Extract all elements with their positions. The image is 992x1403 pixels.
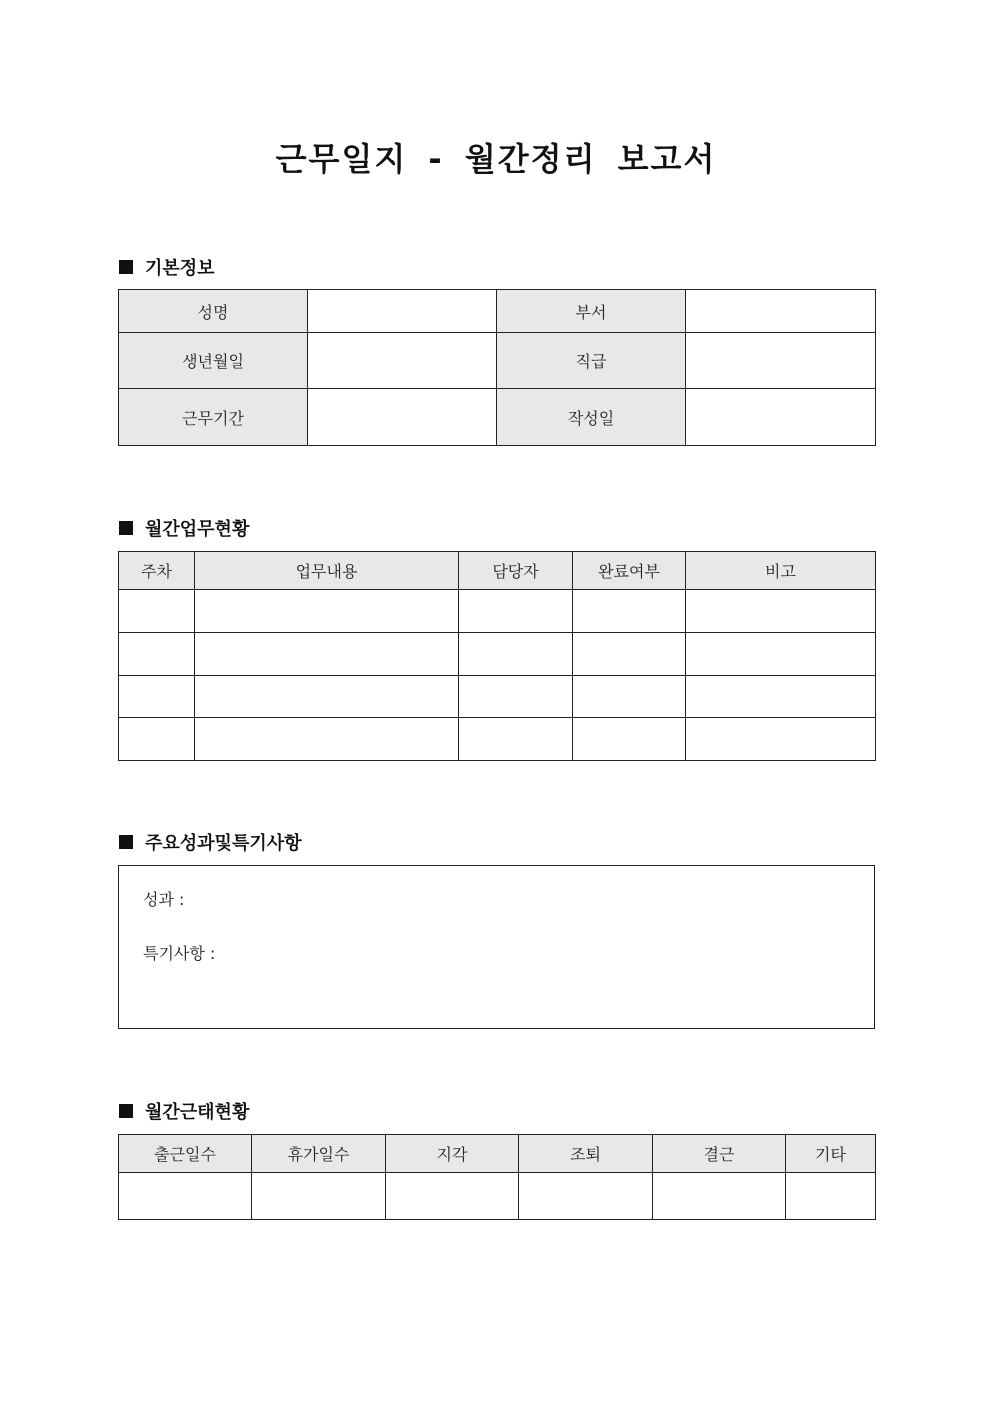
table-cell[interactable] bbox=[573, 718, 686, 761]
table-row bbox=[119, 676, 876, 718]
table-cell[interactable] bbox=[653, 1173, 786, 1220]
column-header-remarks: 비고 bbox=[686, 552, 876, 590]
square-bullet-icon bbox=[119, 1104, 133, 1118]
page-title: 근무일지 - 월간정리 보고서 bbox=[275, 140, 717, 178]
achievement-label: 성과 : bbox=[143, 890, 185, 909]
table-cell[interactable] bbox=[119, 590, 195, 633]
column-header-other: 기타 bbox=[786, 1135, 876, 1173]
table-cell[interactable] bbox=[459, 718, 573, 761]
table-cell[interactable] bbox=[119, 633, 195, 676]
square-bullet-icon bbox=[119, 260, 133, 274]
table-cell[interactable] bbox=[195, 718, 459, 761]
written-date-field[interactable] bbox=[686, 389, 876, 446]
position-field[interactable] bbox=[686, 333, 876, 389]
column-header-task: 업무내용 bbox=[195, 552, 459, 590]
section-heading-monthly-work bbox=[119, 515, 249, 541]
section-title: 주요성과및특기사항 bbox=[145, 833, 302, 854]
table-cell[interactable] bbox=[573, 676, 686, 718]
column-header-completion: 완료여부 bbox=[573, 552, 686, 590]
label-name: 성명 bbox=[119, 290, 308, 333]
column-header-attendance-days: 출근일수 bbox=[119, 1135, 252, 1173]
column-header-week: 주차 bbox=[119, 552, 195, 590]
table-cell[interactable] bbox=[252, 1173, 386, 1220]
column-header-early-leave: 조퇴 bbox=[519, 1135, 653, 1173]
table-row bbox=[119, 290, 876, 333]
table-cell[interactable] bbox=[519, 1173, 653, 1220]
department-field[interactable] bbox=[686, 290, 876, 333]
label-department: 부서 bbox=[497, 290, 686, 333]
table-cell[interactable] bbox=[119, 1173, 252, 1220]
table-row bbox=[119, 590, 876, 633]
table-cell[interactable] bbox=[195, 590, 459, 633]
birthdate-field[interactable] bbox=[308, 333, 497, 389]
table-cell[interactable] bbox=[386, 1173, 519, 1220]
section-title: 월간근태현황 bbox=[145, 1102, 250, 1123]
table-cell[interactable] bbox=[195, 676, 459, 718]
section-title: 월간업무현황 bbox=[145, 519, 250, 540]
table-cell[interactable] bbox=[195, 633, 459, 676]
attendance-table bbox=[118, 1134, 876, 1220]
table-row bbox=[119, 333, 876, 389]
table-cell[interactable] bbox=[119, 718, 195, 761]
label-birthdate: 생년월일 bbox=[119, 333, 308, 389]
table-cell[interactable] bbox=[459, 590, 573, 633]
table-cell[interactable] bbox=[459, 676, 573, 718]
table-cell[interactable] bbox=[119, 676, 195, 718]
table-cell[interactable] bbox=[573, 633, 686, 676]
table-cell[interactable] bbox=[686, 590, 876, 633]
column-header-vacation-days: 휴가일수 bbox=[252, 1135, 386, 1173]
column-header-absence: 결근 bbox=[653, 1135, 786, 1173]
table-row bbox=[119, 633, 876, 676]
table-cell[interactable] bbox=[686, 718, 876, 761]
table-cell[interactable] bbox=[686, 676, 876, 718]
column-header-assignee: 담당자 bbox=[459, 552, 573, 590]
label-written-date: 작성일 bbox=[497, 389, 686, 446]
monthly-work-table bbox=[118, 551, 876, 761]
section-heading-basic-info bbox=[119, 254, 215, 280]
table-row bbox=[119, 389, 876, 446]
square-bullet-icon bbox=[119, 521, 133, 535]
section-title: 기본정보 bbox=[145, 258, 215, 279]
table-row bbox=[119, 1173, 876, 1220]
column-header-late: 지각 bbox=[386, 1135, 519, 1173]
square-bullet-icon bbox=[119, 835, 133, 849]
basic-info-table bbox=[118, 289, 876, 446]
section-heading-achievements bbox=[119, 829, 302, 855]
name-field[interactable] bbox=[308, 290, 497, 333]
table-cell[interactable] bbox=[686, 633, 876, 676]
table-cell[interactable] bbox=[786, 1173, 876, 1220]
achievements-notes-box[interactable] bbox=[118, 865, 875, 1029]
label-position: 직급 bbox=[497, 333, 686, 389]
table-cell[interactable] bbox=[573, 590, 686, 633]
label-work-period: 근무기간 bbox=[119, 389, 308, 446]
work-period-field[interactable] bbox=[308, 389, 497, 446]
table-row bbox=[119, 718, 876, 761]
section-heading-attendance bbox=[119, 1098, 249, 1124]
remarks-label: 특기사항 : bbox=[143, 944, 216, 963]
table-header-row bbox=[119, 552, 876, 590]
table-cell[interactable] bbox=[459, 633, 573, 676]
table-header-row bbox=[119, 1135, 876, 1173]
